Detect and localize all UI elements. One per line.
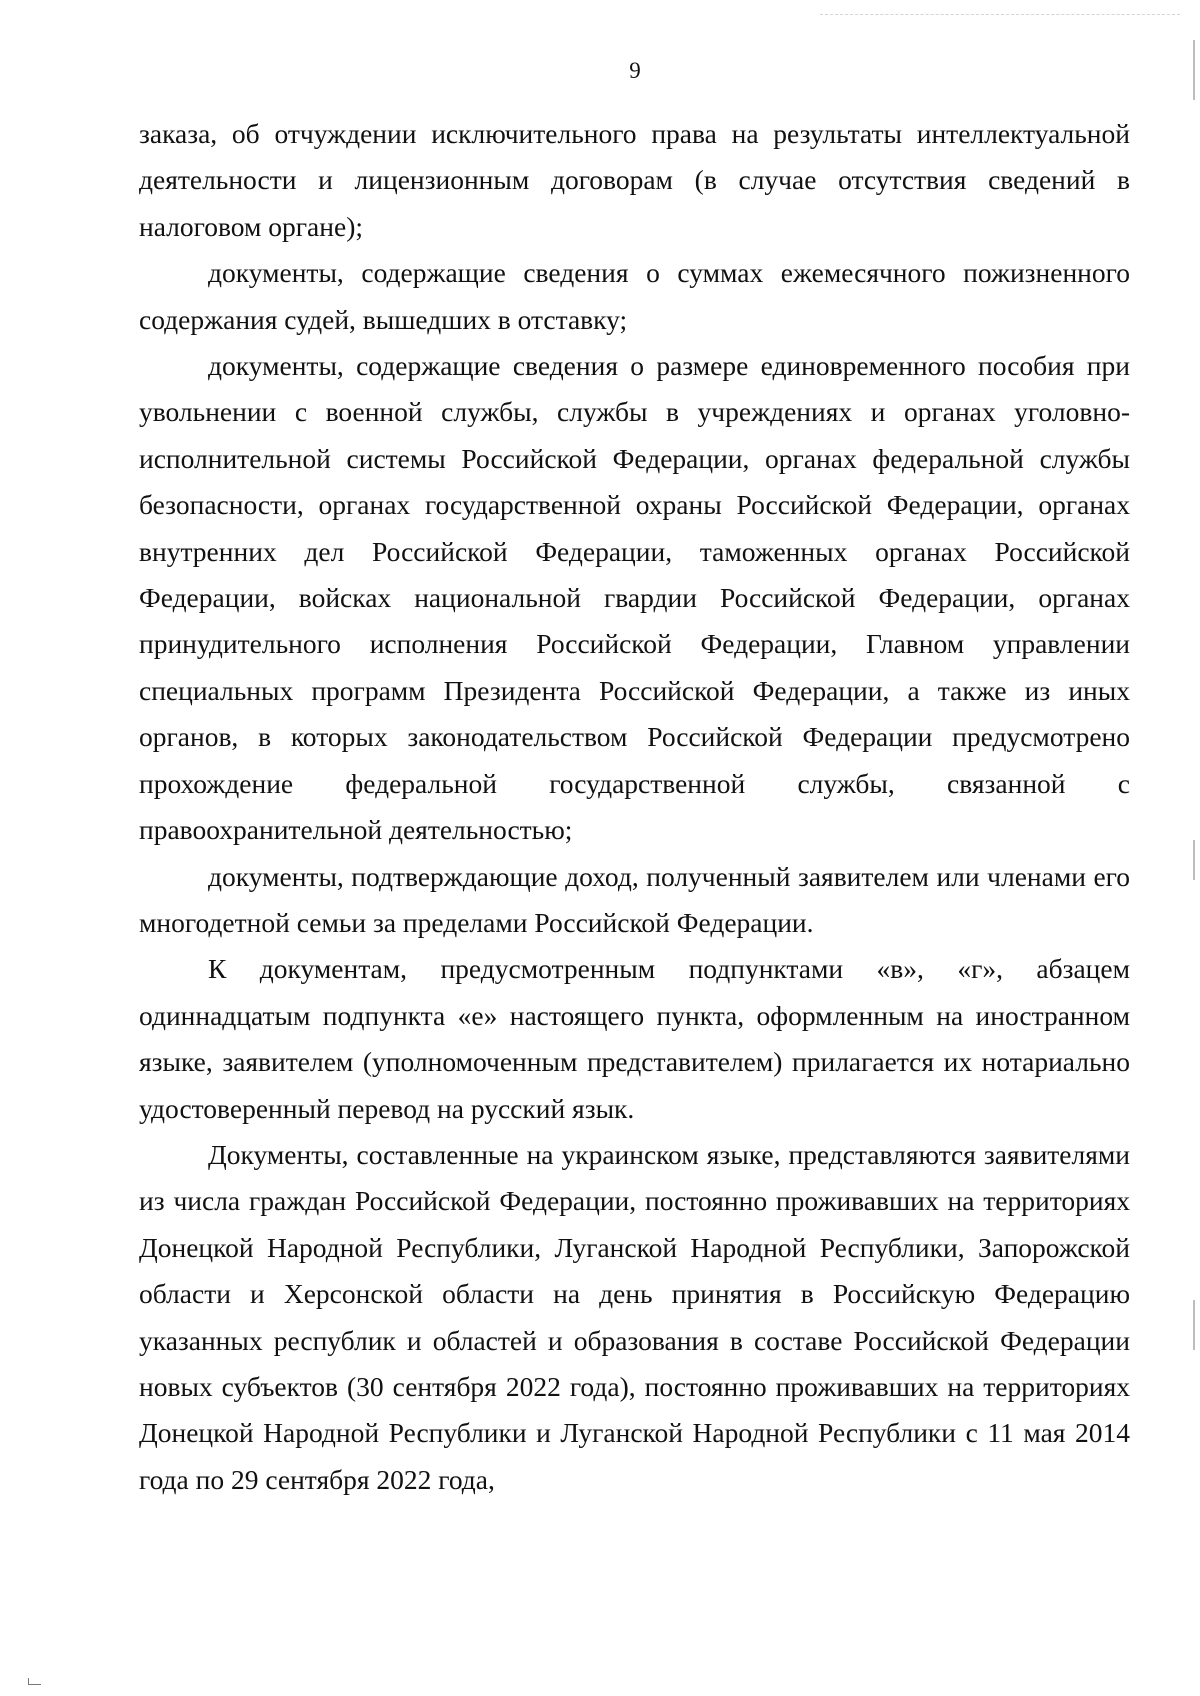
document-body [139, 111, 1130, 1503]
paragraph: документы, содержащие сведения о суммах ежемесячного пожизненного содержания судей, вышедших в отставку; [139, 257, 1130, 335]
scan-artifact-right-edge [1193, 840, 1195, 880]
paragraph: Документы, составленные на украинском языке, представляются заявителями из числа граждан Российской Федерации, постоянно проживавших на территориях Донецкой Народной Республики, Луганской Народной Республики, Запорожской области и Херсонской области на день принятия в Российскую Федерацию указанных республик и областей и образования в составе Российской Федерации новых субъектов (30 сентября 2022 года), постоянно проживавших на территориях Донецкой Народной Республики и Луганской Народной Республики с 11 мая 2014 года по 29 сентября 2022 года, [139, 1138, 1130, 1495]
paragraph: документы, содержащие сведения о размере единовременного пособия при увольнении с военной службы, службы в учреждениях и органах уголовно-исполнительной системы Российской Федерации, органах федеральной службы безопасности, органах государственной охраны Российской Федерации, органах внутренних дел Российской Федерации, таможенных органах Российской Федерации, войсках национальной гвардии Российской Федерации, органах принудительного исполнения Российской Федерации, Главном управлении специальных программ Президента Российской Федерации, а также из иных органов, в которых законодательством Российской Федерации предусмотрено прохождение федеральной государственной службы, связанной с правоохранительной деятельностью; [139, 350, 1130, 846]
scan-artifact-top [820, 14, 1180, 16]
page-number: 9 [629, 58, 641, 83]
scan-artifact-corner [28, 1678, 41, 1685]
scan-artifact-right-edge [1193, 1300, 1195, 1350]
paragraph: заказа, об отчуждении исключительного права на результаты интеллектуальной деятельности и лицензионным договорам (в случае отсутствия сведений в налоговом органе); [139, 118, 1130, 242]
paragraph: документы, подтверждающие доход, полученный заявителем или членами его многодетной семьи за пределами Российской Федерации. [139, 860, 1130, 938]
paragraph: К документам, предусмотренным подпунктами «в», «г», абзацем одиннадцатым подпункта «е» настоящего пункта, оформленным на иностранном языке, заявителем (уполномоченным представителем) прилагается их нотариально удостоверенный перевод на русский язык. [139, 953, 1130, 1124]
